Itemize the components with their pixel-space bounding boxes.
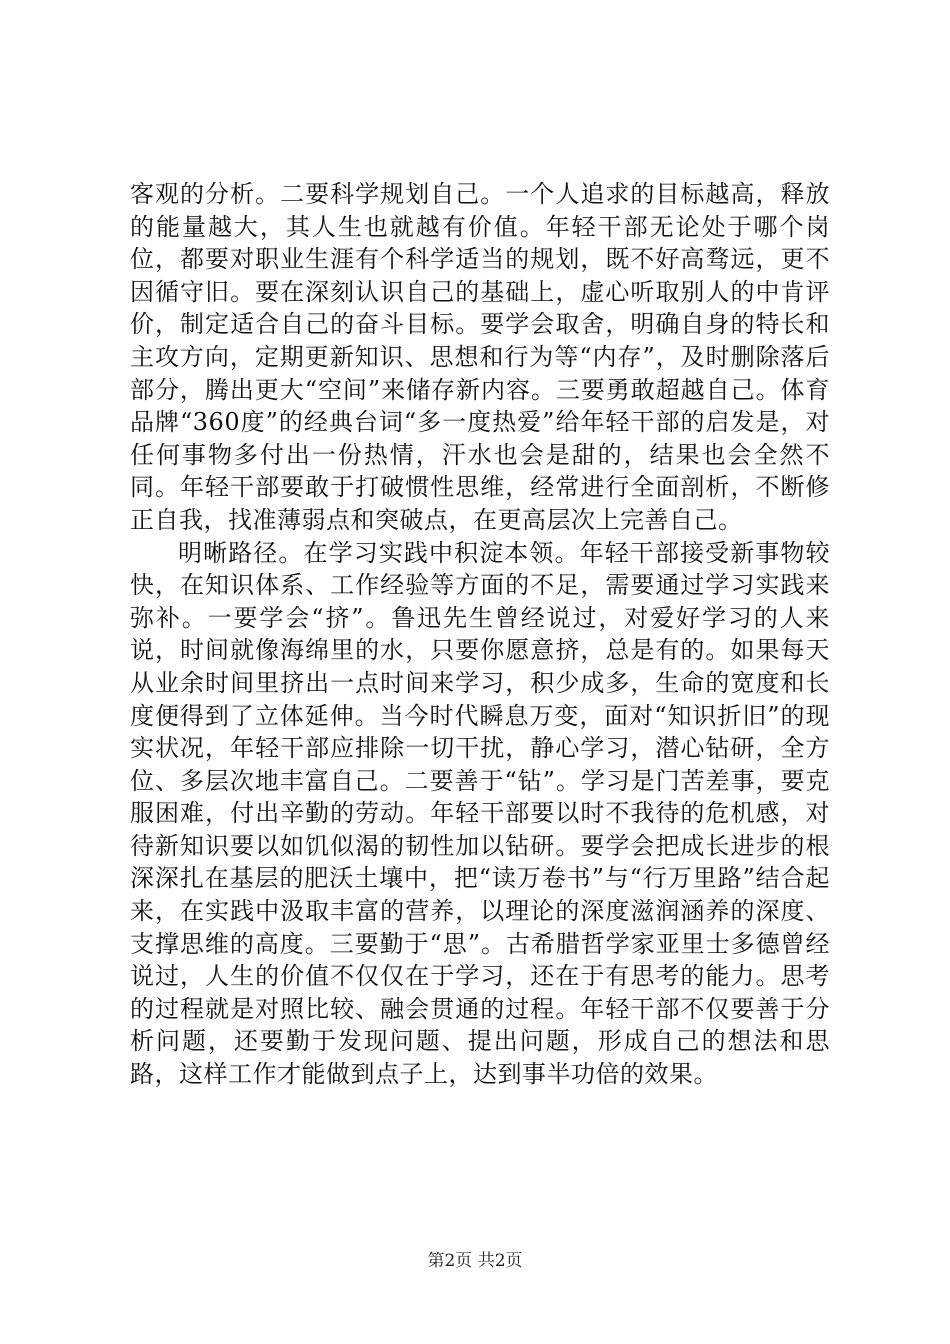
page-number-footer: 第2页 共2页 [427, 1251, 523, 1271]
paragraph-clear-path: 明晰路径。在学习实践中积淀本领。年轻干部接受新事物较快，在知识体系、工作经验等方面的不足，需要通过学习实践来弥补。一要学会“挤”。鲁迅先生曾经说过，对爱好学习的人来说，时间就像海绵里的水，只要你愿意挤，总是有的。如果每天从业余时间里挤出一点时间来学习，积少成多，生命的宽度和长度便得到了立体延伸。当今时代瞬息万变，面对“知识折旧”的现实状况，年轻干部应排除一切干扰，静心学习，潜心钻研，全方位、多层次地丰富自己。二要善于“钻”。学习是门苦差事，要克服困难，付出辛勤的劳动。年轻干部要以时不我待的危机感，对待新知识要以如饥似渴的韧性加以钻研。要学会把成长进步的根深深扎在基层的肥沃土壤中，把“读万卷书”与“行万里路”结合起来，在实践中汲取丰富的营养，以理论的深度滋润涵养的深度、支撑思维的高度。三要勤于“思”。古希腊哲学家亚里士多德曾经说过，人生的价值不仅仅在于学习，还在于有思考的能力。思考的过程就是对照比较、融会贯通的过程。年轻干部不仅要善于分析问题，还要勤于发现问题、提出问题，形成自己的想法和思路，这样工作才能做到点子上，达到事半功倍的效果。 [130, 538, 830, 1089]
document-body [130, 178, 830, 1091]
paragraph-continuation: 客观的分析。二要科学规划自己。一个人追求的目标越高，释放的能量越大，其人生也就越有价值。年轻干部无论处于哪个岗位，都要对职业生涯有个科学适当的规划，既不好高骛远，更不因循守旧。要在深刻认识自己的基础上，虚心听取别人的中肯评价，制定适合自己的奋斗目标。要学会取舍，明确自身的特长和主攻方向，定期更新知识、思想和行为等“内存”，及时删除落后部分，腾出更大“空间”来储存新内容。三要勇敢超越自己。体育品牌“360度”的经典台词“多一度热爱”给年轻干部的启发是，对任何事物多付出一份热情，汗水也会是甜的，结果也会全然不同。年轻干部要敢于打破惯性思维，经常进行全面剖析，不断修正自我，找准薄弱点和突破点，在更高层次上完善自己。 [130, 180, 830, 534]
